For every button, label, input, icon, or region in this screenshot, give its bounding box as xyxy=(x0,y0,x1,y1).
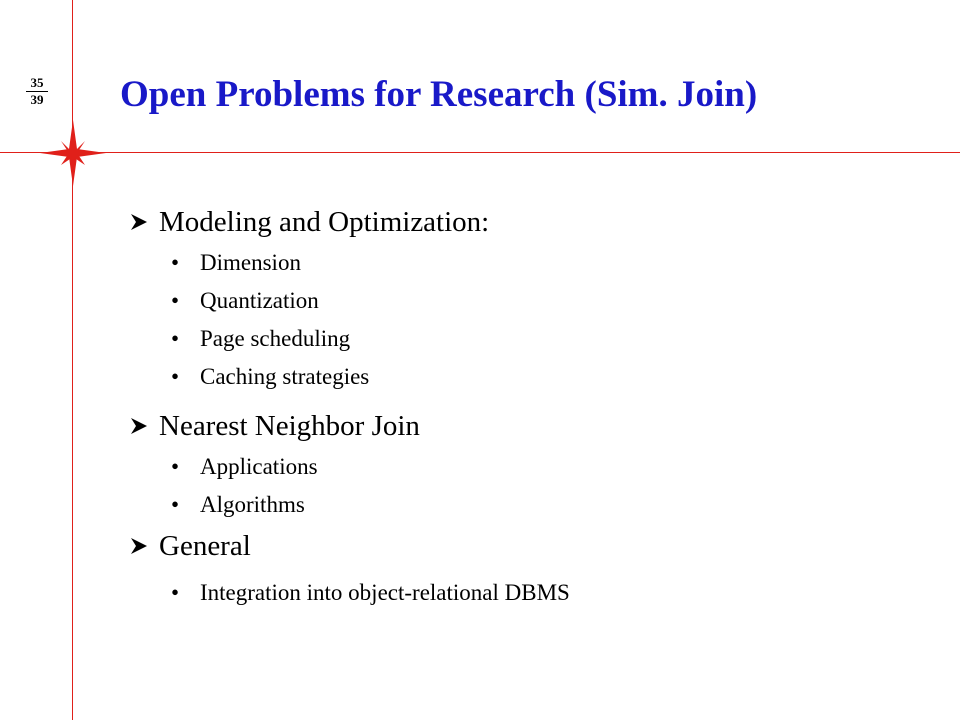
bullet-dot: • xyxy=(171,364,180,389)
list-item-text: Page scheduling xyxy=(200,326,351,351)
page-total: 39 xyxy=(30,92,44,107)
section-heading xyxy=(130,524,910,568)
list-item xyxy=(130,244,910,282)
arrowhead-icon xyxy=(130,213,148,231)
page-current: 35 xyxy=(26,76,48,92)
slide-content xyxy=(130,200,910,612)
list-item xyxy=(130,282,910,320)
section-general xyxy=(130,524,910,612)
bullet-dot: • xyxy=(171,454,180,479)
list-item xyxy=(130,320,910,358)
bullet-dot: • xyxy=(171,326,180,351)
bullet-list xyxy=(130,244,910,396)
list-item-text: Applications xyxy=(200,454,318,479)
arrowhead-icon xyxy=(130,417,148,435)
bullet-list xyxy=(130,448,910,524)
list-item-text: Integration into object-relational DBMS xyxy=(200,580,570,605)
section-heading xyxy=(130,200,910,244)
bullet-dot: • xyxy=(171,580,180,605)
section-nearest-neighbor xyxy=(130,404,910,524)
section-heading-text: General xyxy=(159,530,251,562)
list-item xyxy=(130,448,910,486)
page-number xyxy=(26,76,48,107)
list-item-text: Quantization xyxy=(200,288,319,313)
section-heading xyxy=(130,404,910,448)
section-modeling xyxy=(130,200,910,396)
bullet-dot: • xyxy=(171,250,180,275)
section-heading-text: Modeling and Optimization: xyxy=(159,206,490,238)
bullet-dot: • xyxy=(171,492,180,517)
star-icon xyxy=(40,120,106,186)
list-item-text: Dimension xyxy=(200,250,301,275)
slide-title: Open Problems for Research (Sim. Join) xyxy=(120,74,758,115)
vertical-rule xyxy=(72,0,73,720)
bullet-list xyxy=(130,574,910,612)
list-item xyxy=(130,486,910,524)
bullet-dot: • xyxy=(171,288,180,313)
section-heading-text: Nearest Neighbor Join xyxy=(159,410,420,442)
arrowhead-icon xyxy=(130,537,148,555)
list-item-text: Caching strategies xyxy=(200,364,370,389)
horizontal-rule xyxy=(0,152,960,153)
list-item xyxy=(130,358,910,396)
list-item-text: Algorithms xyxy=(200,492,305,517)
list-item xyxy=(130,574,910,612)
